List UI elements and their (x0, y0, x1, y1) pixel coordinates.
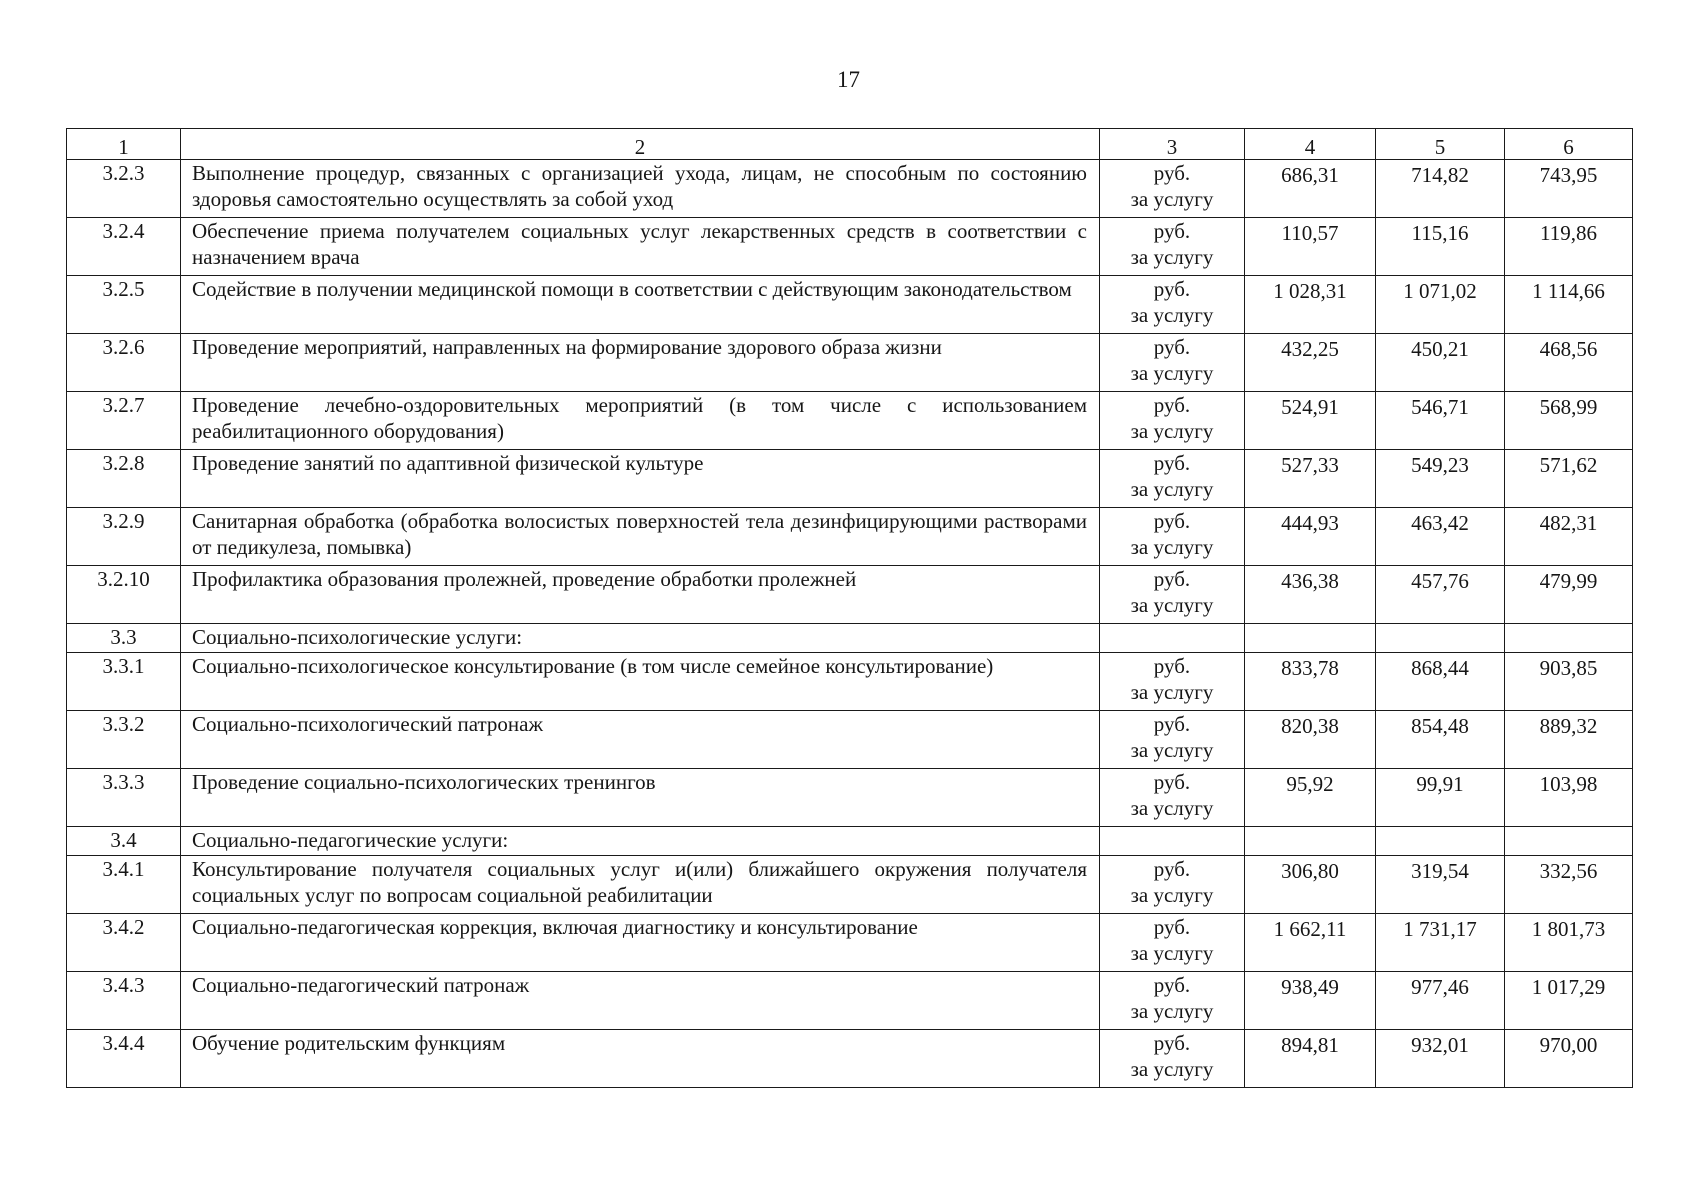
value-col-5 (1376, 827, 1505, 856)
unit-cell (1100, 769, 1245, 827)
unit-currency: руб. (1153, 770, 1191, 794)
table-row (67, 218, 1633, 276)
value-col-5 (1376, 624, 1505, 653)
row-number: 3.2.9 (67, 508, 181, 566)
unit-cell (1100, 972, 1245, 1030)
service-name-text: Проведение социально-психологических тренингов (192, 770, 656, 794)
value-col-6: 468,56 (1505, 334, 1633, 392)
row-number: 3.4.1 (67, 856, 181, 914)
value-col-4: 1 028,31 (1245, 276, 1376, 334)
value-col-4 (1245, 827, 1376, 856)
header-col-1: 1 (67, 129, 181, 160)
unit-per-service: за услугу (1130, 796, 1214, 820)
service-name (181, 450, 1100, 508)
table-row (67, 972, 1633, 1030)
unit-currency: руб. (1153, 973, 1191, 997)
service-name-text: Содействие в получении медицинской помощи в соответствии с действующим законодательством (192, 277, 1072, 301)
unit-currency: руб. (1153, 712, 1191, 736)
service-name (181, 856, 1100, 914)
unit-per-service: за услугу (1130, 1057, 1214, 1081)
service-name-text: Социально-психологический патронаж (192, 712, 544, 736)
table-section-row (67, 827, 1633, 856)
service-name (181, 769, 1100, 827)
service-name (181, 914, 1100, 972)
row-number: 3.2.4 (67, 218, 181, 276)
service-name-text: Социально-педагогический патронаж (192, 973, 530, 997)
value-col-5: 549,23 (1376, 450, 1505, 508)
value-col-4: 938,49 (1245, 972, 1376, 1030)
table-row (67, 276, 1633, 334)
value-col-6: 743,95 (1505, 160, 1633, 218)
value-col-5: 457,76 (1376, 566, 1505, 624)
value-col-6: 903,85 (1505, 653, 1633, 711)
unit-per-service: за услугу (1130, 941, 1214, 965)
unit-currency: руб. (1153, 915, 1191, 939)
value-col-5: 99,91 (1376, 769, 1505, 827)
unit-currency: руб. (1153, 567, 1191, 591)
row-number: 3.2.3 (67, 160, 181, 218)
header-col-6: 6 (1505, 129, 1633, 160)
value-col-5: 450,21 (1376, 334, 1505, 392)
unit-currency: руб. (1153, 509, 1191, 533)
service-name (181, 508, 1100, 566)
row-number: 3.3 (67, 624, 181, 653)
unit-cell (1100, 827, 1245, 856)
unit-per-service: за услугу (1130, 535, 1214, 559)
service-name (181, 653, 1100, 711)
row-number: 3.4 (67, 827, 181, 856)
unit-per-service: за услугу (1130, 999, 1214, 1023)
row-number: 3.4.4 (67, 1030, 181, 1088)
service-name-text: Обучение родительским функциям (192, 1031, 506, 1055)
value-col-5: 854,48 (1376, 711, 1505, 769)
value-col-6: 482,31 (1505, 508, 1633, 566)
table-row (67, 508, 1633, 566)
unit-currency: руб. (1153, 857, 1191, 881)
service-name-text: Проведение лечебно-оздоровительных мероприятий (в том числе с использованием реабилитационного оборудования) (192, 393, 1087, 443)
header-col-5: 5 (1376, 129, 1505, 160)
value-col-4: 686,31 (1245, 160, 1376, 218)
value-col-6: 1 017,29 (1505, 972, 1633, 1030)
tariff-table (66, 128, 1633, 1088)
unit-cell (1100, 508, 1245, 566)
unit-per-service: за услугу (1130, 680, 1214, 704)
table-header-row (67, 129, 1633, 160)
value-col-5: 932,01 (1376, 1030, 1505, 1088)
table-row (67, 914, 1633, 972)
service-name-text: Социально-педагогические услуги: (192, 828, 509, 852)
value-col-4: 833,78 (1245, 653, 1376, 711)
service-name (181, 827, 1100, 856)
unit-cell (1100, 1030, 1245, 1088)
table-row (67, 334, 1633, 392)
value-col-4: 527,33 (1245, 450, 1376, 508)
header-col-4: 4 (1245, 129, 1376, 160)
header-col-2: 2 (181, 129, 1100, 160)
value-col-6: 568,99 (1505, 392, 1633, 450)
unit-cell (1100, 624, 1245, 653)
unit-per-service: за услугу (1130, 883, 1214, 907)
row-number: 3.2.8 (67, 450, 181, 508)
row-number: 3.4.3 (67, 972, 181, 1030)
value-col-5: 868,44 (1376, 653, 1505, 711)
table-row (67, 711, 1633, 769)
table-row (67, 769, 1633, 827)
value-col-6: 103,98 (1505, 769, 1633, 827)
value-col-4: 524,91 (1245, 392, 1376, 450)
value-col-6: 970,00 (1505, 1030, 1633, 1088)
unit-per-service: за услугу (1130, 303, 1214, 327)
value-col-5: 714,82 (1376, 160, 1505, 218)
row-number: 3.3.1 (67, 653, 181, 711)
value-col-6 (1505, 624, 1633, 653)
value-col-4: 894,81 (1245, 1030, 1376, 1088)
value-col-6: 332,56 (1505, 856, 1633, 914)
unit-per-service: за услугу (1130, 477, 1214, 501)
value-col-6: 889,32 (1505, 711, 1633, 769)
row-number: 3.2.10 (67, 566, 181, 624)
unit-cell (1100, 653, 1245, 711)
service-name (181, 392, 1100, 450)
value-col-4: 110,57 (1245, 218, 1376, 276)
value-col-5: 977,46 (1376, 972, 1505, 1030)
service-name-text: Консультирование получателя социальных услуг и(или) ближайшего окружения получателя социальных услуг по вопросам социальной реабилитации (192, 857, 1087, 907)
unit-cell (1100, 160, 1245, 218)
table-row (67, 856, 1633, 914)
row-number: 3.3.2 (67, 711, 181, 769)
service-name-text: Обеспечение приема получателем социальных услуг лекарственных средств в соответствии с назначением врача (192, 219, 1087, 269)
value-col-4 (1245, 624, 1376, 653)
service-name (181, 566, 1100, 624)
table-row (67, 160, 1633, 218)
unit-cell (1100, 566, 1245, 624)
table-body (67, 160, 1633, 1088)
service-name (181, 218, 1100, 276)
value-col-6 (1505, 827, 1633, 856)
service-name (181, 276, 1100, 334)
value-col-5: 319,54 (1376, 856, 1505, 914)
value-col-4: 306,80 (1245, 856, 1376, 914)
unit-currency: руб. (1153, 654, 1191, 678)
service-name (181, 624, 1100, 653)
unit-per-service: за услугу (1130, 187, 1214, 211)
value-col-6: 1 114,66 (1505, 276, 1633, 334)
unit-per-service: за услугу (1130, 419, 1214, 443)
service-name-text: Социально-педагогическая коррекция, включая диагностику и консультирование (192, 915, 918, 939)
value-col-6: 571,62 (1505, 450, 1633, 508)
value-col-5: 1 731,17 (1376, 914, 1505, 972)
value-col-4: 444,93 (1245, 508, 1376, 566)
service-name-text: Профилактика образования пролежней, проведение обработки пролежней (192, 567, 857, 591)
unit-per-service: за услугу (1130, 738, 1214, 762)
unit-cell (1100, 914, 1245, 972)
row-number: 3.2.7 (67, 392, 181, 450)
unit-per-service: за услугу (1130, 593, 1214, 617)
unit-cell (1100, 276, 1245, 334)
value-col-5: 463,42 (1376, 508, 1505, 566)
row-number: 3.2.5 (67, 276, 181, 334)
service-name-text: Санитарная обработка (обработка волосистых поверхностей тела дезинфицирующими растворами от педикулеза, помывка) (192, 509, 1087, 559)
service-name-text: Социально-психологические услуги: (192, 625, 523, 649)
service-name (181, 334, 1100, 392)
row-number: 3.4.2 (67, 914, 181, 972)
service-name-text: Социально-психологическое консультирование (в том числе семейное консультирование) (192, 654, 994, 678)
unit-currency: руб. (1153, 451, 1191, 475)
service-name-text: Проведение мероприятий, направленных на формирование здорового образа жизни (192, 335, 942, 359)
service-name-text: Проведение занятий по адаптивной физической культуре (192, 451, 704, 475)
service-name (181, 972, 1100, 1030)
value-col-6: 119,86 (1505, 218, 1633, 276)
table-row (67, 1030, 1633, 1088)
value-col-5: 1 071,02 (1376, 276, 1505, 334)
table-row (67, 566, 1633, 624)
unit-cell (1100, 711, 1245, 769)
header-col-3: 3 (1100, 129, 1245, 160)
unit-cell (1100, 450, 1245, 508)
value-col-6: 479,99 (1505, 566, 1633, 624)
value-col-4: 820,38 (1245, 711, 1376, 769)
service-name-text: Выполнение процедур, связанных с организацией ухода, лицам, не способным по состоянию здоровья самостоятельно осуществлять за собой уход (192, 161, 1087, 211)
value-col-4: 95,92 (1245, 769, 1376, 827)
value-col-4: 436,38 (1245, 566, 1376, 624)
unit-currency: руб. (1153, 161, 1191, 185)
unit-currency: руб. (1153, 277, 1191, 301)
unit-per-service: за услугу (1130, 361, 1214, 385)
service-name (181, 1030, 1100, 1088)
service-name (181, 160, 1100, 218)
page-number: 17 (837, 67, 860, 92)
service-name (181, 711, 1100, 769)
row-number: 3.3.3 (67, 769, 181, 827)
table-row (67, 450, 1633, 508)
unit-currency: руб. (1153, 393, 1191, 417)
row-number: 3.2.6 (67, 334, 181, 392)
unit-currency: руб. (1153, 335, 1191, 359)
table-row (67, 653, 1633, 711)
value-col-6: 1 801,73 (1505, 914, 1633, 972)
unit-cell (1100, 856, 1245, 914)
value-col-5: 115,16 (1376, 218, 1505, 276)
unit-currency: руб. (1153, 219, 1191, 243)
table-row (67, 392, 1633, 450)
unit-currency: руб. (1153, 1031, 1191, 1055)
unit-per-service: за услугу (1130, 245, 1214, 269)
table-section-row (67, 624, 1633, 653)
unit-cell (1100, 218, 1245, 276)
unit-cell (1100, 392, 1245, 450)
value-col-4: 432,25 (1245, 334, 1376, 392)
value-col-5: 546,71 (1376, 392, 1505, 450)
value-col-4: 1 662,11 (1245, 914, 1376, 972)
unit-cell (1100, 334, 1245, 392)
